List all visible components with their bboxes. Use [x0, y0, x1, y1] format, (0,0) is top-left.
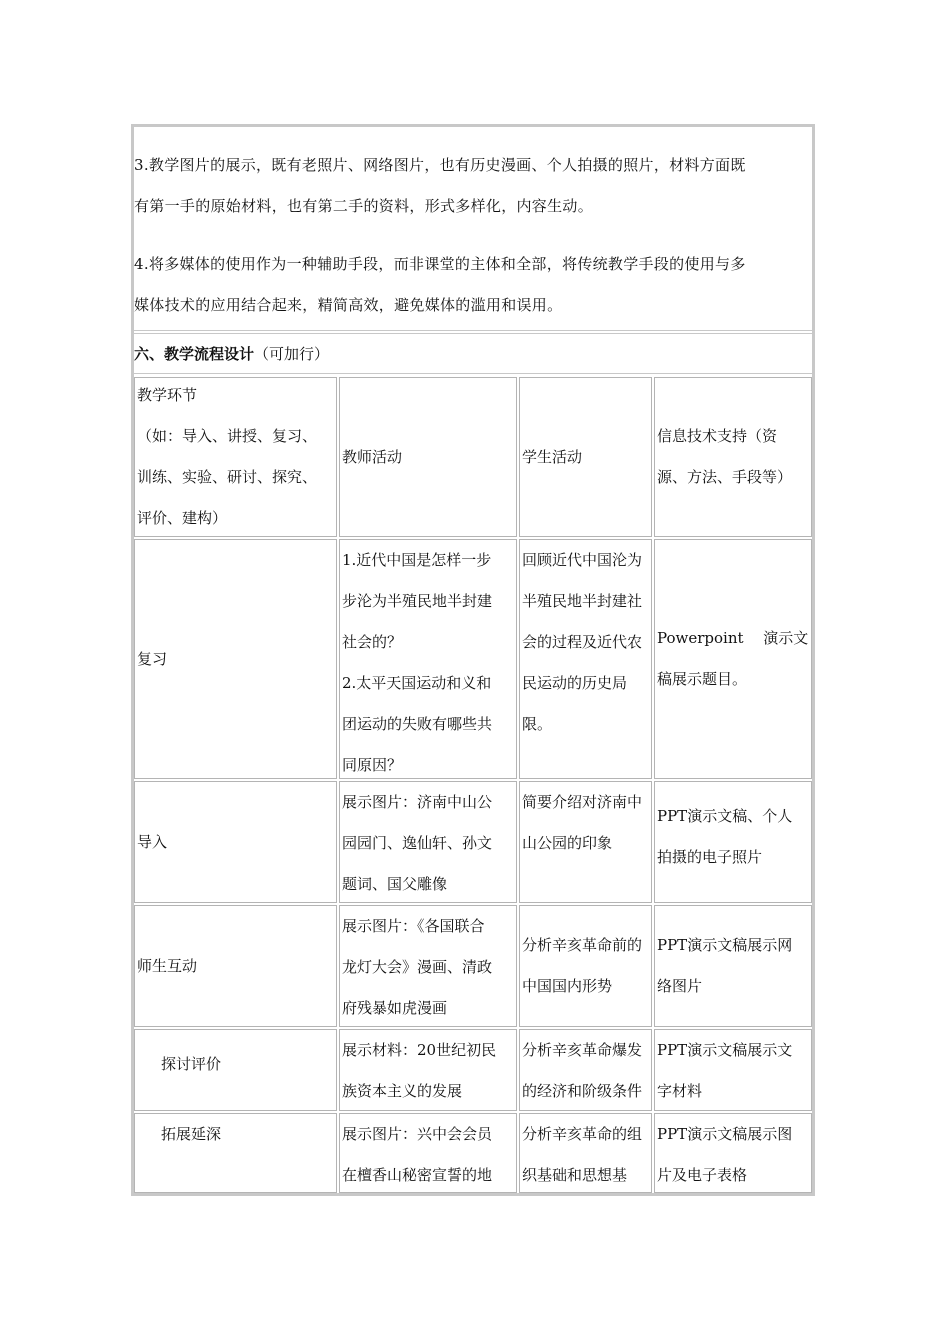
header-stage: 教学环节 （如：导入、讲授、复习、 训练、实验、研讨、探究、 评价、建构）	[134, 377, 337, 537]
row-tech: PPT演示文稿展示图 片及电子表格	[654, 1113, 812, 1193]
row-tech: PPT演示文稿展示文 字材料	[654, 1029, 812, 1111]
document-page	[131, 124, 815, 1196]
row-stage: 师生互动	[134, 905, 337, 1027]
header-tech: 信息技术支持（资 源、方法、手段等）	[654, 377, 812, 537]
row-student: 分析辛亥革命的组 织基础和思想基	[519, 1113, 652, 1193]
row-student: 分析辛亥革命前的 中国国内形势	[519, 905, 652, 1027]
row-teacher: 展示材料：20世纪初民 族资本主义的发展	[339, 1029, 517, 1111]
header-teacher: 教师活动	[339, 377, 517, 537]
row-stage: 拓展延深	[134, 1113, 337, 1193]
row-stage: 复习	[134, 539, 337, 779]
paragraph-3: 3.教学图片的展示，既有老照片、网络图片，也有历史漫画、个人拍摄的照片，材料方面既 有第一手的原始材料，也有第二手的资料，形式多样化，内容生动。	[134, 156, 746, 215]
row-student: 简要介绍对济南中 山公园的印象	[519, 781, 652, 903]
row-teacher: 展示图片：兴中会会员 在檀香山秘密宣誓的地	[339, 1113, 517, 1193]
section-title: 六、教学流程设计 （可加行）	[134, 334, 812, 374]
paragraph-4: 4.将多媒体的使用作为一种辅助手段，而非课堂的主体和全部，将传统教学手段的使用与多 媒体技术的应用结合起来，精简高效，避免媒体的滥用和误用。	[134, 255, 746, 314]
row-teacher: 1.近代中国是怎样一步 步沦为半殖民地半封建 社会的？ 2.太平天国运动和义和 团运动的失败有哪些共 同原因？	[339, 539, 517, 779]
row-stage: 导入	[134, 781, 337, 903]
row-teacher: 展示图片：《各国联合 龙灯大会》漫画、清政 府残暴如虎漫画	[339, 905, 517, 1027]
header-student: 学生活动	[519, 377, 652, 537]
row-tech: PPT演示文稿、个人 拍摄的电子照片	[654, 781, 812, 903]
row-tech: Powerpoint 演示文 稿展示题目。	[654, 539, 812, 779]
row-teacher: 展示图片：济南中山公 园园门、逸仙轩、孙文 题词、国父雕像	[339, 781, 517, 903]
row-student: 分析辛亥革命爆发 的经济和阶级条件	[519, 1029, 652, 1111]
row-tech: PPT演示文稿展示网 络图片	[654, 905, 812, 1027]
row-student: 回顾近代中国沦为 半殖民地半封建社 会的过程及近代农 民运动的历史局 限。	[519, 539, 652, 779]
row-stage: 探讨评价	[134, 1029, 337, 1111]
